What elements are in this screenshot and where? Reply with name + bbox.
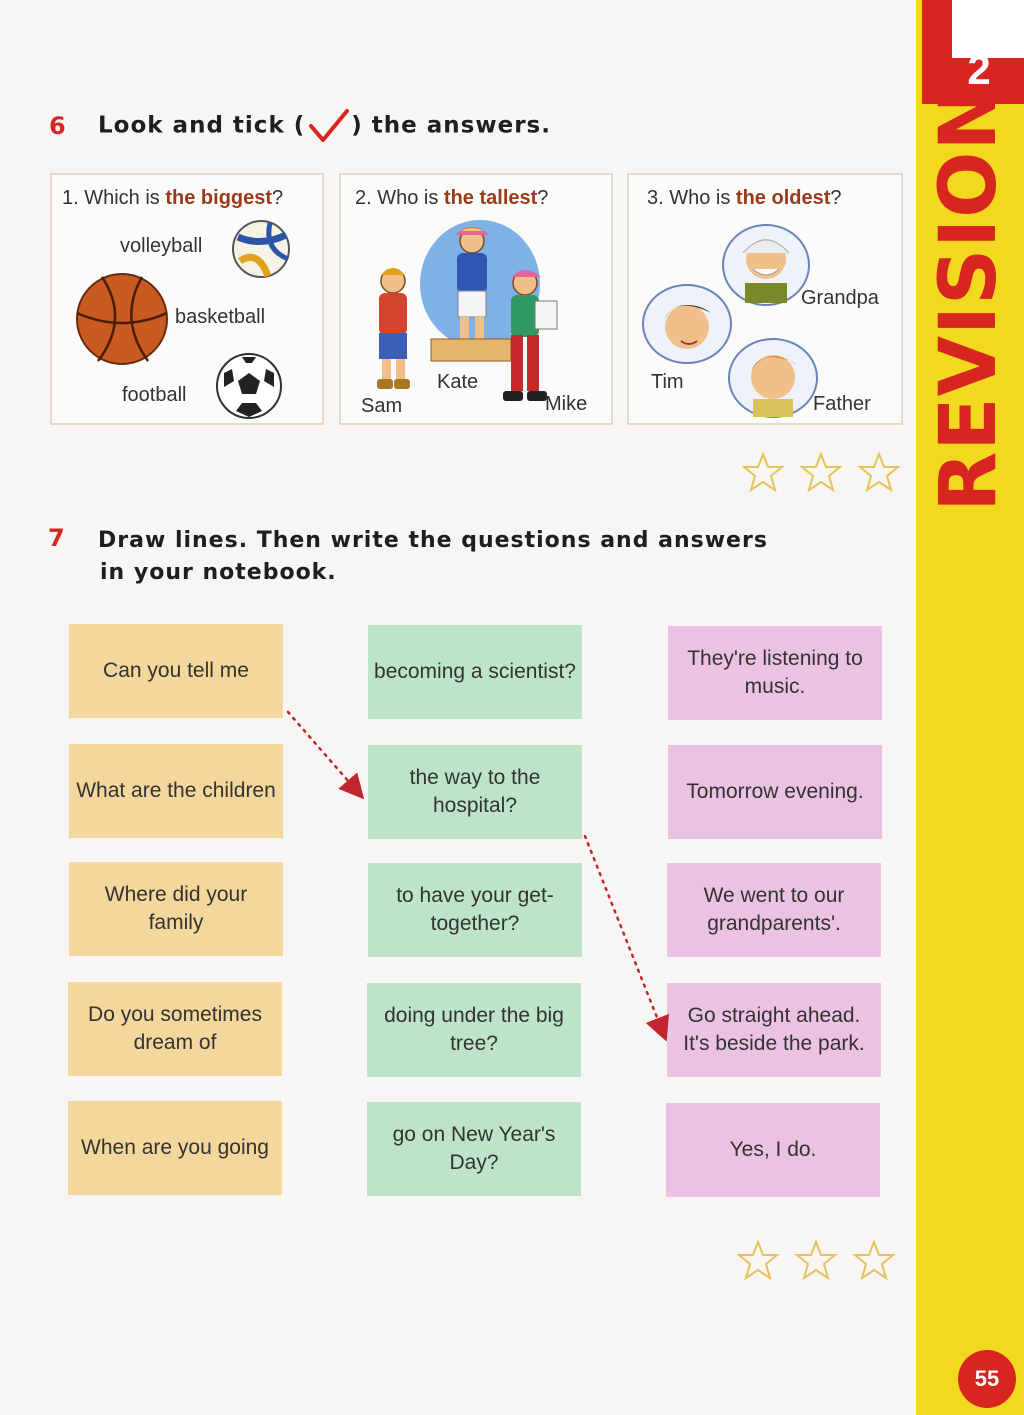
star-icon <box>739 1242 777 1278</box>
answer-card[interactable]: Go straight ahead. It's beside the park. <box>667 983 881 1077</box>
answer-card[interactable]: Yes, I do. <box>666 1103 880 1197</box>
answer-card[interactable]: Tomorrow evening. <box>668 745 882 839</box>
answer-card[interactable]: We went to our grandparents'. <box>667 863 881 957</box>
question-end-card[interactable]: becoming a scientist? <box>368 625 582 719</box>
question-end-card[interactable]: doing under the big tree? <box>367 983 581 1077</box>
question-end-card[interactable]: go on New Year's Day? <box>367 1102 581 1196</box>
exercise-7-title-line1: Draw lines. Then write the questions and answers <box>98 528 768 553</box>
label-mike: Mike <box>545 393 588 415</box>
label-tim: Tim <box>651 371 684 393</box>
question-start-card[interactable]: Can you tell me <box>69 624 283 718</box>
rating-stars-2[interactable] <box>737 1240 897 1282</box>
example-line-2 <box>585 836 662 1030</box>
answer-card[interactable]: They're listening to music. <box>668 626 882 720</box>
question-start-card[interactable]: Where did your family <box>69 862 283 956</box>
question-start-card[interactable]: When are you going <box>68 1101 282 1195</box>
label-sam: Sam <box>361 395 403 417</box>
exercise-7-title-line2: in your notebook. <box>100 560 337 585</box>
question-1-suffix: ? <box>272 187 284 209</box>
question-start-card[interactable]: Do you sometimes dream of <box>68 982 282 1076</box>
star-icon <box>855 1242 893 1278</box>
question-2-suffix: ? <box>537 187 549 209</box>
page-number: 55 <box>958 1350 1016 1408</box>
exercise-6-number: 6 <box>49 112 66 140</box>
question-end-card[interactable]: to have your get-together? <box>368 863 582 957</box>
exercise-6-title-start: Look and tick ( <box>98 112 306 139</box>
question-2-highlight: the tallest <box>443 187 538 209</box>
question-end-card[interactable]: the way to the hospital? <box>368 745 582 839</box>
question-3-highlight: the oldest <box>735 187 831 209</box>
question-2-prefix: 2. Who is <box>355 187 444 209</box>
label-father: Father <box>813 393 871 415</box>
label-kate: Kate <box>437 371 479 393</box>
question-1-highlight: the biggest <box>165 187 273 209</box>
question-start-card[interactable]: What are the children <box>69 744 283 838</box>
label-football: football <box>122 384 187 406</box>
revision-label: REVISION <box>924 84 1014 512</box>
question-3-suffix: ? <box>830 187 842 209</box>
label-volleyball: volleyball <box>120 235 203 257</box>
label-basketball: basketball <box>175 306 266 328</box>
exercise-7-number: 7 <box>48 524 65 552</box>
unit-number: 2 <box>967 56 991 84</box>
question-3-prefix: 3. Who is <box>647 187 736 209</box>
exercise-6-title-end: ) the answers. <box>351 112 551 139</box>
star-icon <box>797 1242 835 1278</box>
question-1-prefix: 1. Which is <box>62 187 166 209</box>
example-line-1 <box>288 712 356 790</box>
label-grandpa: Grandpa <box>801 287 879 309</box>
